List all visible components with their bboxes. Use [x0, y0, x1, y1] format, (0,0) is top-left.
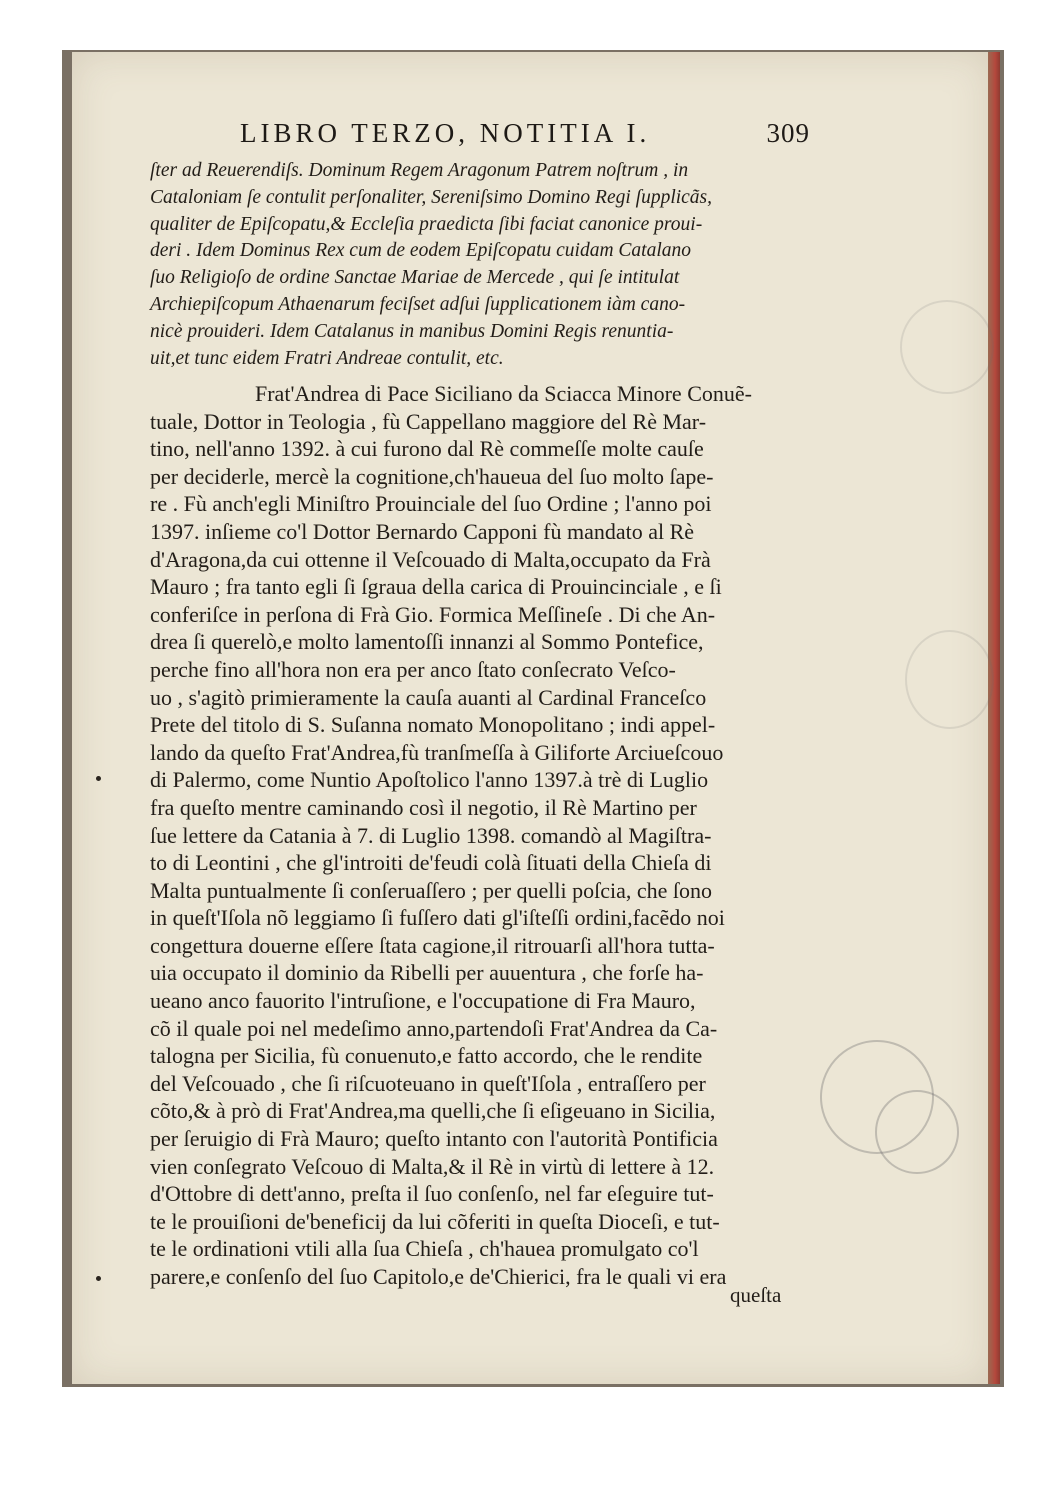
library-stamp [875, 1090, 959, 1174]
catchword: queſta [730, 1283, 782, 1307]
page-number: 309 [766, 118, 810, 148]
running-header [240, 118, 810, 154]
running-title: LIBRO TERZO, NOTITIA I. [240, 118, 651, 148]
page-edge [988, 52, 1000, 1384]
text-line: talogna per Sicilia, fù conuenuto,e fatto accordo, che le rendite [150, 1043, 703, 1069]
latin-line: Archiepiſcopum Athaenarum feciſset adſui ſupplicationem iàm cano- [150, 293, 686, 315]
text-line: Prete del titolo di S. Suſanna nomato Monopolitano ; indi appel- [150, 712, 716, 738]
latin-line: deri . Idem Dominus Rex cum de eodem Epiſcopatu cuidam Catalano [150, 240, 692, 262]
text-line: per ſeruigio di Frà Mauro; queſto intanto con l'autorità Pontificia [150, 1126, 718, 1152]
text-line: tuale, Dottor in Teologia , fù Cappellano maggiore del Rè Mar- [150, 408, 707, 434]
margin-mark [96, 776, 101, 781]
text-line: congettura douerne eſſere ſtata cagione,il ritrouarſi all'hora tutta- [150, 932, 715, 958]
latin-line: nicè prouideri. Idem Catalanus in manibus Domini Regis renuntia- [150, 320, 674, 342]
text-line: cõ il quale poi nel medeſimo anno,partendoſi Frat'Andrea da Ca- [150, 1015, 718, 1041]
bleed-through-stamp [905, 630, 994, 729]
text-line: ueano anco fauorito l'intruſione, e l'occupatione di Fra Mauro, [150, 988, 696, 1014]
latin-line: ſter ad Reuerendiſs. Dominum Regem Aragonum Patrem noſtrum , in [150, 160, 689, 181]
latin-line: Cataloniam ſe contulit perſonaliter, Sereniſsimo Domino Regi ſupplicãs, [150, 186, 713, 208]
body-text [150, 380, 830, 1291]
bleed-through-stamp [900, 300, 994, 394]
text-line: tino, nell'anno 1392. à cui furono dal Rè commeſſe molte cauſe [150, 436, 704, 462]
text-line: cõto,& à prò di Frat'Andrea,ma quelli,che ſi eſigeuano in Sicilia, [150, 1098, 716, 1124]
text-line: di Palermo, come Nuntio Apoſtolico l'anno 1397.à trè di Luglio [150, 767, 709, 793]
text-line: conferiſce in perſona di Frà Gio. Formica Meſſineſe . Di che An- [150, 601, 716, 627]
latin-quotation [150, 158, 830, 372]
text-line: d'Ottobre di dett'anno, preſta il ſuo conſenſo, nel far eſeguire tut- [150, 1181, 714, 1207]
text-line: 1397. inſieme co'l Dottor Bernardo Capponi fù mandato al Rè [150, 518, 695, 544]
text-line: perche fino all'hora non era per anco ſtato conſecrato Veſco- [150, 656, 676, 682]
text-line: uia occupato il dominio da Ribelli per auuentura , che forſe ha- [150, 960, 704, 986]
latin-line: ſuo Religioſo de ordine Sanctae Mariae de Mercede , qui ſe intitulat [150, 267, 680, 289]
text-line: te le prouiſioni de'beneficij da lui cõferiti in queſta Dioceſi, e tut- [150, 1208, 720, 1234]
text-line: per deciderle, mercè la cognitione,ch'haueua del ſuo molto ſape- [150, 463, 714, 489]
latin-line: uit,et tunc eidem Fratri Andreae contulit, etc. [150, 347, 504, 369]
text-line: uo , s'agitò primieramente la cauſa auanti al Cardinal Franceſco [150, 684, 707, 710]
text-line: d'Aragona,da cui ottenne il Veſcouado di Malta,occupato da Frà [150, 546, 711, 572]
text-line: drea ſi querelò,e molto lamentoſſi innanzi al Sommo Pontefice, [150, 629, 704, 655]
text-line: in queſt'Iſola nõ leggiamo ſi fuſſero dati gl'iſteſſi ordini,facẽdo noi [150, 905, 725, 931]
text-line: re . Fù anch'egli Miniſtro Prouinciale del ſuo Ordine ; l'anno poi [150, 491, 712, 517]
text-line: parere,e conſenſo del ſuo Capitolo,e de'Chierici, fra le quali vi era [150, 1264, 727, 1289]
text-line: lando da queſto Frat'Andrea,fù tranſmeſſa à Giliforte Arciueſcouo [150, 739, 724, 765]
text-line: to di Leontini , che gl'introiti de'feudi colà ſituati della Chieſa di [150, 850, 712, 876]
text-line: Mauro ; fra tanto egli ſi ſgraua della carica di Prouincinciale , e ſi [150, 574, 722, 600]
text-line: te le ordinationi vtili alla ſua Chieſa , ch'hauea promulgato co'l [150, 1236, 699, 1262]
text-line: ſue lettere da Catania à 7. di Luglio 1398. comandò al Magiſtra- [150, 822, 712, 848]
text-line: Frat'Andrea di Pace Siciliano da Sciacca Minore Conuẽ- [255, 381, 752, 406]
text-line: del Veſcouado , che ſi riſcuoteuano in queſt'Iſola , entraſſero per [150, 1070, 706, 1096]
latin-line: qualiter de Epiſcopatu,& Eccleſia praedicta ſibi faciat canonice proui- [150, 213, 703, 235]
text-line: Malta puntualmente ſi conſeruaſſero ; per quelli poſcia, che ſono [150, 877, 713, 903]
margin-mark [96, 1276, 101, 1281]
text-line: vien conſegrato Veſcouo di Malta,& il Rè in virtù di lettere à 12. [150, 1153, 715, 1179]
text-line: fra queſto mentre caminando così il negotio, il Rè Martino per [150, 794, 697, 820]
